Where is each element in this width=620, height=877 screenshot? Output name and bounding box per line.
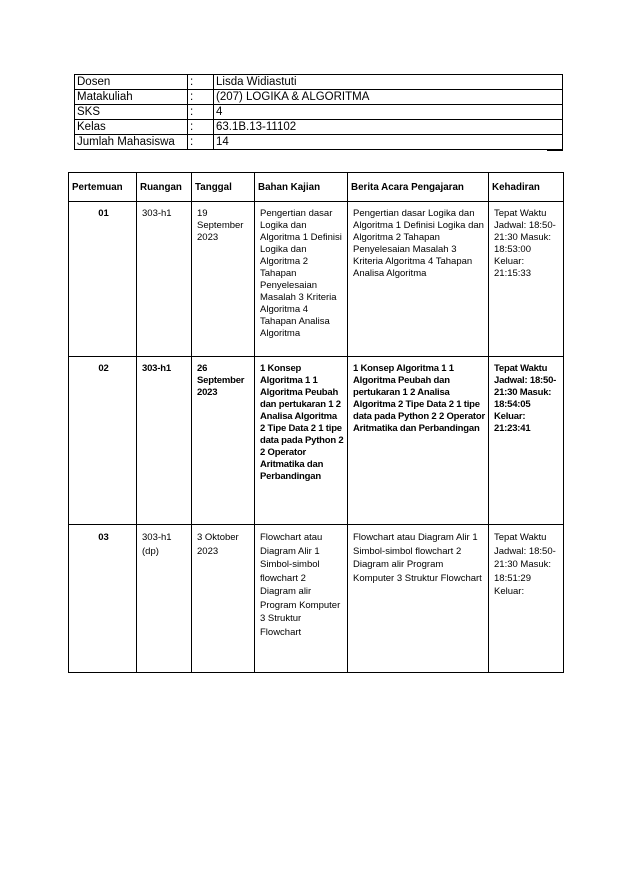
info-row-dosen [75, 75, 563, 90]
cell-berita-acara: 1 Konsep Algoritma 1 1 Algoritma Peubah dan pertukaran 1 2 Analisa Algoritma 2 Tipe Data 2 1 tipe data pada Python 2 2 Operator Aritmatika dan Perbandingan [348, 357, 489, 525]
info-value: 63.1B.13-11102 [214, 120, 563, 135]
course-info-table [74, 74, 563, 150]
cell-bahan-kajian: Flowchart atau Diagram Alir 1 Simbol-simbol flowchart 2 Diagram alir Program Komputer 3 Struktur Flowchart [255, 525, 348, 673]
header-kehadiran: Kehadiran [489, 173, 564, 202]
info-label: SKS [75, 105, 188, 120]
cell-tanggal: 19 September 2023 [192, 202, 255, 357]
cell-bahan-kajian: Pengertian dasar Logika dan Algoritma 1 Definisi Logika dan Algoritma 2 Tahapan Penyelesaian Masalah 3 Kriteria Algoritma 4 Tahapan Analisa Algoritma [255, 202, 348, 357]
cell-tanggal: 3 Oktober 2023 [192, 525, 255, 673]
cell-pertemuan: 03 [69, 525, 137, 673]
info-label: Kelas [75, 120, 188, 135]
cell-ruangan: 303-h1 [137, 357, 192, 525]
cell-ruangan: 303-h1 (dp) [137, 525, 192, 673]
table-header-row [69, 173, 564, 202]
info-separator: : [188, 90, 214, 105]
cell-pertemuan: 02 [69, 357, 137, 525]
info-label: Dosen [75, 75, 188, 90]
cell-kehadiran: Tepat Waktu Jadwal: 18:50-21:30 Masuk: 18:53:00 Keluar: 21:15:33 [489, 202, 564, 357]
header-pertemuan: Pertemuan [69, 173, 137, 202]
cell-berita-acara: Pengertian dasar Logika dan Algoritma 1 Definisi Logika dan Algoritma 2 Tahapan Penyelesaian Masalah 3 Kriteria Algoritma 4 Tahapan Analisa Algoritma [348, 202, 489, 357]
info-value: (207) LOGIKA & ALGORITMA [214, 90, 563, 105]
cell-pertemuan: 01 [69, 202, 137, 357]
cell-kehadiran: Tepat Waktu Jadwal: 18:50-21:30 Masuk: 18:51:29 Keluar: [489, 525, 564, 673]
header-ruangan: Ruangan [137, 173, 192, 202]
cell-berita-acara: Flowchart atau Diagram Alir 1 Simbol-simbol flowchart 2 Diagram alir Program Komputer 3 Struktur Flowchart [348, 525, 489, 673]
info-value: Lisda Widiastuti [214, 75, 563, 90]
header-tanggal: Tanggal [192, 173, 255, 202]
header-bahan-kajian: Bahan Kajian [255, 173, 348, 202]
info-separator: : [188, 105, 214, 120]
info-row-matakuliah [75, 90, 563, 105]
table-row [69, 525, 564, 673]
info-label: Jumlah Mahasiswa [75, 135, 188, 150]
cell-tanggal: 26 September 2023 [192, 357, 255, 525]
info-row-kelas [75, 120, 563, 135]
info-separator: : [188, 135, 214, 150]
cell-ruangan: 303-h1 [137, 202, 192, 357]
cell-bahan-kajian: 1 Konsep Algoritma 1 1 Algoritma Peubah dan pertukaran 1 2 Analisa Algoritma 2 Tipe Data 2 1 tipe data pada Python 2 2 Operator Aritmatika dan Perbandingan [255, 357, 348, 525]
table-row [69, 202, 564, 357]
info-value: 14 [214, 135, 563, 150]
info-row-jumlah-mahasiswa [75, 135, 563, 150]
info-separator: : [188, 120, 214, 135]
table-row [69, 357, 564, 525]
divider [547, 150, 563, 151]
info-value: 4 [214, 105, 563, 120]
info-label: Matakuliah [75, 90, 188, 105]
attendance-table [68, 172, 564, 673]
cell-kehadiran: Tepat Waktu Jadwal: 18:50-21:30 Masuk: 18:54:05 Keluar: 21:23:41 [489, 357, 564, 525]
info-separator: : [188, 75, 214, 90]
header-berita-acara: Berita Acara Pengajaran [348, 173, 489, 202]
info-row-sks [75, 105, 563, 120]
